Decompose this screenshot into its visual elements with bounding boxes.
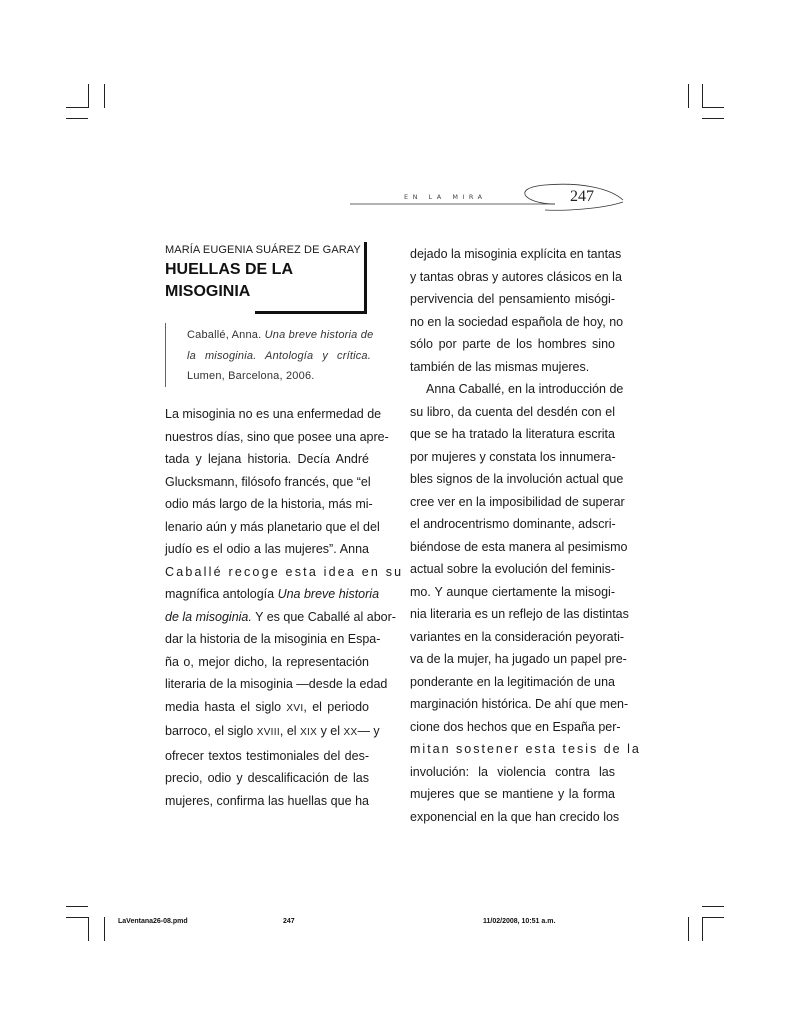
text-line: La misoginia no es una enfermedad de [165, 407, 382, 421]
crop-mark [702, 917, 724, 918]
crop-mark [702, 107, 724, 108]
text-line: bles signos de la involución actual que [410, 472, 624, 486]
text-line: nia literaria es un reflejo de las distintas [410, 607, 629, 621]
text-line: mujeres que se mantiene y la forma [410, 787, 615, 801]
crop-mark [88, 917, 89, 941]
page-number: 247 [570, 188, 594, 205]
footer-datetime: 11/02/2008, 10:51 a.m. [483, 918, 556, 925]
text-line: su libro, da cuenta del desdén con el [410, 404, 615, 419]
text-line: barroco, el siglo XVIII, el XIX y el XX— y [165, 724, 380, 738]
text-line: dejado la misoginia explícita en tantas [410, 247, 622, 261]
text-line: variantes en la consideración peyorati- [410, 629, 625, 644]
text-line: dar la historia de la misoginia en Espa- [165, 632, 381, 646]
text-line: precio, odio y descalificación de las [165, 771, 369, 785]
text-line: odio más largo de la historia, más mi- [165, 497, 373, 511]
text-line: biéndose de esta manera al pesimismo [410, 539, 628, 554]
text-line: el androcentrismo dominante, adscri- [410, 517, 616, 531]
text-line: no en la sociedad española de hoy, no [410, 314, 624, 329]
crop-mark [688, 917, 689, 941]
crop-mark [702, 118, 724, 119]
text-line: sólo por parte de los hombres sino [410, 337, 615, 351]
title-rule [255, 311, 367, 314]
reference-book-title: Una breve historia de [264, 329, 374, 341]
title-rule [364, 242, 367, 314]
reference-book-title: la misoginia. Antología y crítica. [187, 349, 371, 362]
crop-mark [688, 84, 689, 108]
text-line: también de las mismas mujeres. [410, 359, 590, 374]
text-line: tada y lejana historia. Decía André [165, 452, 369, 466]
footer-page: 247 [283, 918, 295, 925]
text-line: literaria de la misoginia —desde la edad [165, 677, 388, 691]
crop-mark [66, 118, 88, 119]
book-title: Una breve historia [277, 587, 380, 601]
crop-mark [702, 917, 703, 941]
text-line: marginación histórica. De ahí que men- [410, 697, 629, 711]
text-line: cree ver en la imposibilidad de superar [410, 494, 625, 509]
crop-mark [66, 917, 88, 918]
title-line: HUELLAS DE LA [165, 261, 293, 278]
crop-mark [702, 84, 703, 108]
text-line: exponencial en la que han crecido los [410, 809, 620, 824]
crop-mark [104, 84, 105, 108]
text-line: ña o, mejor dicho, la representación [165, 654, 369, 669]
text-line: de la misoginia. Y es que Caballé al abor- [165, 609, 396, 624]
title-line: MISOGINIA [165, 283, 251, 300]
text-line: media hasta el siglo XVI, el periodo [165, 699, 369, 714]
text-line: que se ha tratado la literatura escrita [410, 427, 615, 441]
reference-publisher: Lumen, Barcelona, 2006. [187, 370, 315, 382]
text-line: judío es el odio a las mujeres”. Anna [165, 542, 369, 556]
crop-mark [66, 107, 88, 108]
article-author: MARÍA EUGENIA SUÁREZ DE GARAY [165, 244, 361, 256]
text-line: Caballé recoge esta idea en su [165, 564, 404, 579]
text-line: cione dos hechos que en España per- [410, 719, 621, 734]
text-line: ponderante en la legitimación de una [410, 674, 616, 689]
text-line: magnífica antología Una breve historia [165, 587, 380, 601]
text-line: Glucksmann, filósofo francés, que “el [165, 474, 371, 489]
text-line: actual sobre la evolución del feminis- [410, 562, 615, 576]
text-line: lenario aún y más planetario que el del [165, 519, 380, 534]
crop-mark [88, 84, 89, 108]
text-line: por mujeres y constata los innumera- [410, 449, 616, 464]
reference-line [187, 325, 374, 346]
text-line: pervivencia del pensamiento misógi- [410, 292, 615, 306]
reference-author: Caballé, Anna. [187, 329, 262, 341]
text-line: Anna Caballé, en la introducción de [426, 382, 624, 396]
left-column [165, 403, 404, 812]
section-label: EN LA MIRA [404, 193, 487, 201]
text-line: y tantas obras y autores clásicos en la [410, 269, 622, 284]
text-line: mujeres, confirma las huellas que ha [165, 793, 369, 808]
text-line: mitan sostener esta tesis de la [410, 742, 641, 756]
reference-rule [165, 323, 166, 387]
right-column [410, 243, 641, 828]
crop-mark [104, 917, 105, 941]
crop-mark [702, 906, 724, 907]
text-line: mo. Y aunque ciertamente la misogi- [410, 584, 615, 599]
footer-filename: LaVentana26-08.pmd [118, 918, 188, 925]
crop-mark [66, 906, 88, 907]
book-title: de la misoginia. [165, 609, 252, 624]
text-line: va de la mujer, ha jugado un papel pre- [410, 652, 627, 666]
text-line: involución: la violencia contra las [410, 764, 615, 779]
reference-line [187, 346, 371, 367]
article-title [165, 259, 355, 303]
book-reference [187, 325, 374, 387]
text-line: ofrecer textos testimoniales del des- [165, 748, 369, 763]
text-line: nuestros días, sino que posee una apre- [165, 429, 389, 444]
